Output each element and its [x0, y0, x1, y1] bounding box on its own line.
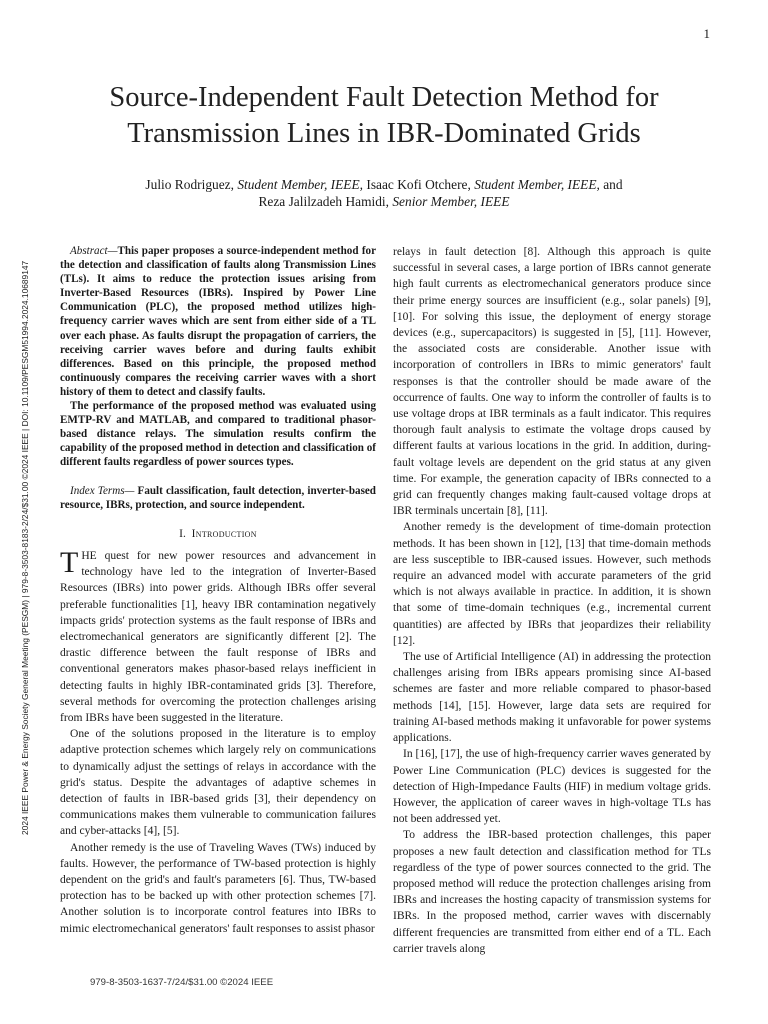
page-number: 1: [703, 26, 710, 41]
author-1-name: Julio Rodriguez,: [145, 177, 234, 192]
right-paragraph-1: relays in fault detection [8]. Although this approach is quite successful in several cases, a large portion of IBRs cannot generate high fault currents as electromechanical generators produce since their prime energy sources are insufficient (e.g., solar panels) [9], [10]. For solving this issue, the deployment of energy storage devices (e.g., supercapacitors) is suggested in [5], [11]. However, the associated costs are considerable. Another issue with incorporation of controllers in IBRs to mimic generators' fault responses is that the controller should be made aware of the occurrence of faults. One way to inform the controller of faults is to use voltage drops at IBR terminals as a fault indicator. This requires thorough fault analysis to estimate the voltage drops caused by different faults at various locations in the grid. In addition, during-fault voltage levels are dependent on the grid status at any given time. For example, the generation capacity of IBRs connected to a grid can frequently changes making fault-caused voltage drops at IBR terminals uncertain [8], [11].: [393, 246, 711, 518]
author-list: [40, 176, 728, 210]
right-paragraph-3: The use of Artificial Intelligence (AI) in addressing the protection challenges arising from IBRs appears promising since AI-based schemes are faster and more reliable compared to phasor-based methods [14], [15]. However, large data sets are required for training AI-based methods making it unfavorable for power systems applications.: [393, 651, 711, 745]
intro-paragraph-1-text: HE quest for new power resources and advancement in technology have led to the integration of Inverter-Based Resources (IBRs) into power grids. Although IBRs offer several preferable functionalities [1], heavy IBR contamination negatively impacts grids' protection systems as the fault response of IBRs and electromechanical generators are significantly different [2]. The drastic difference between the fault response of IBRs and conventional generators makes phasor-based relays inefficient in detecting faults in highly IBR-contaminated grids [3]. Therefore, several methods for overcoming the protection challenges arising from IBRs have been suggested in the literature.: [60, 549, 376, 724]
title-line-1: Source-Independent Fault Detection Method for: [109, 82, 659, 113]
right-column: [393, 244, 711, 957]
author-3-role: Senior Member, IEEE: [392, 194, 510, 209]
drop-cap: T: [60, 545, 79, 579]
copyright-footer: 979-8-3503-1637-7/24/$31.00 ©2024 IEEE: [90, 977, 274, 988]
abstract-text-1: This paper proposes a source-independent method for the detection and classification of faults along Transmission Lines (TLs). It aims to reduce the protection issues arising from Inverter-Based Resources (IBRs). Inspired by Power Line Communication (PLC), the proposed method utilizes high-frequency carrier waves which are sent from either side of a TL over each phase. As faults disrupt the propagation of carriers, the receiving carrier waves before and during faults exhibit differences. Based on this principle, the proposed method continuously compares the receiving carrier waves with a short history of them to detect and classify faults.: [60, 245, 376, 398]
author-3-name: Reza Jalilzadeh Hamidi,: [258, 194, 389, 209]
left-column: [60, 244, 376, 937]
intro-paragraph-1: [60, 545, 376, 726]
author-line-2: [40, 193, 728, 210]
author-2-name: Isaac Kofi Otchere,: [366, 177, 471, 192]
section-name: Introduction: [191, 527, 257, 540]
title-line-2: Transmission Lines in IBR-Dominated Grids: [127, 118, 641, 149]
right-paragraph-2: Another remedy is the development of time-domain protection methods. It has been shown in [12], [13] that time-domain methods are less susceptible to IBR-caused issues. However, such methods require an advanced model with accurate parameters of the grid which is not always available in practice. In addition, it is shown that some of time-domain techniques (e.g., incremental current quantities) are affected by IBRs that jeopardizes their reliability [12].: [393, 521, 711, 647]
author-2-role: Student Member, IEEE,: [474, 177, 600, 192]
index-terms: [60, 484, 376, 512]
right-paragraph-4: In [16], [17], the use of high-frequency carrier waves generated by Power Line Communication (PLC) devices is suggested for the detection of High-Impedance Faults (HIF) in medium voltage grids. However, the application of career waves in high-voltage TLs has not been addressed yet.: [393, 748, 711, 826]
abstract-label: Abstract—: [70, 245, 118, 257]
conference-doi-text: 2024 IEEE Power & Energy Society General Meeting (PESGM) | 979-8-3503-8183-2/24/$31.00 ©2024 IEEE | DOI: 10.1109/PESGM51994.2024.10689147: [20, 260, 30, 835]
conference-doi-strip: [7, 195, 30, 835]
section-heading: [60, 526, 376, 542]
author-1-role: Student Member, IEEE,: [237, 177, 363, 192]
intro-paragraph-3: Another remedy is the use of Traveling Waves (TWs) induced by faults. However, the performance of TW-based protection is highly dependent on the grid's and fault's parameters [6]. Thus, TW-based protection has to be backed up with other protection schemes [7]. Another solution is to incorporate control features into IBRs to mimic electromechanical generators' fault responses to assist phasor: [60, 841, 376, 935]
section-number: I.: [179, 527, 186, 540]
paper-title: [40, 80, 728, 152]
index-terms-label: Index Terms—: [70, 484, 135, 497]
author-line-1: [40, 176, 728, 193]
abstract-paragraph-2: The performance of the proposed method was evaluated using EMTP-RV and MATLAB, and compared to traditional phasor-based distance relays. The simulation results confirm the capability of the proposed method in detection and classification of different faults regardless of power sources types.: [60, 400, 376, 469]
intro-paragraph-2: One of the solutions proposed in the literature is to employ adaptive protection schemes which largely rely on communications to dynamically adjust the settings of relays in accordance with the grid's status. Despite the advantages of adaptive schemes in detection of faults in IBR-based grids [3], their dependency on communications makes them vulnerable to communication failures and cyber-attacks [4], [5].: [60, 728, 376, 838]
index-terms-text: Fault classification, fault detection, inverter-based resource, IBRs, protection, and source independent.: [60, 484, 376, 511]
right-paragraph-5: To address the IBR-based protection challenges, this paper proposes a new fault detection and classification method for TLs regardless of the type of power sources connected to the grid. The proposed method will reduce the protection challenges arising from IBRs and increases the hosting capacity of transmission systems for IBRs. In the proposed method, carrier waves with discernably different frequencies are transmitted from either end of a TL. Each carrier travels along: [393, 829, 711, 955]
author-conjunction: and: [603, 177, 623, 192]
abstract-paragraph-1: [60, 244, 376, 399]
